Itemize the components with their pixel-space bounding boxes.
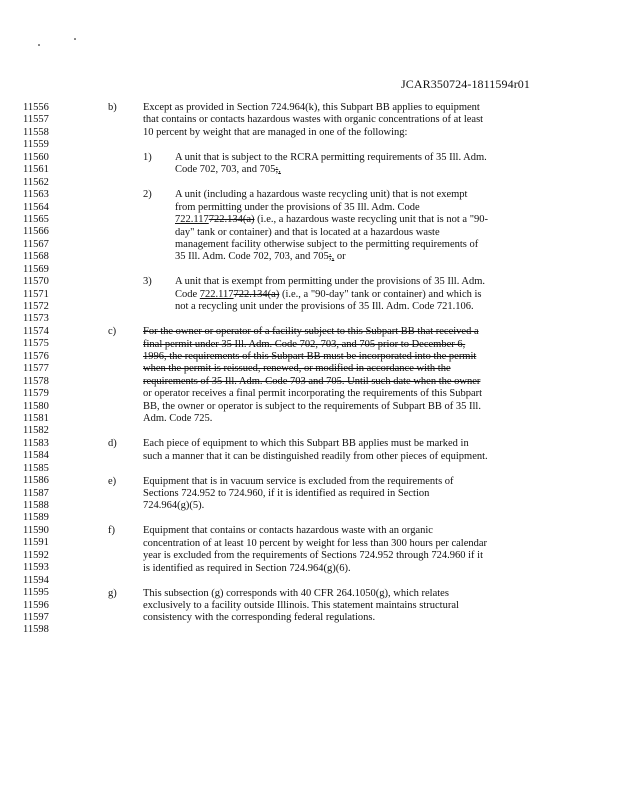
paragraph-text: 724.964(g)(5). (143, 500, 205, 512)
inserted-text: 722.117 (175, 214, 209, 226)
struck-text: 722.134(a) (208, 214, 255, 226)
line-number: 11559 (23, 139, 49, 151)
paragraph-text: Equipment that contains or contacts hazardous waste with an organic (143, 525, 433, 537)
paragraph-text: consistency with the corresponding federal regulations. (143, 612, 376, 624)
line-number: 11582 (23, 425, 49, 437)
paragraph-label: c) (108, 326, 117, 338)
struck-text: final permit under 35 Ill. Adm. Code 702, 703, and 705 prior to December 6, (143, 338, 466, 350)
item-label: 2) (143, 189, 152, 201)
line-number: 11586 (23, 475, 49, 487)
item-text: A unit that is subject to the RCRA permitting requirements of 35 Ill. Adm. (175, 151, 487, 163)
line-number: 11584 (23, 450, 49, 462)
paragraph-text: Sections 724.952 to 724.960, if it is identified as required in Section (143, 487, 430, 499)
line-number: 11583 (23, 437, 49, 449)
paragraph-text: Equipment that is in vacuum service is excluded from the requirements of (143, 475, 454, 487)
line-number: 11566 (23, 226, 49, 238)
line-number: 11597 (23, 611, 49, 623)
item-text (175, 214, 538, 226)
line-number: 11556 (23, 102, 49, 113)
line-number: 11593 (23, 562, 49, 574)
struck-text: ; (328, 251, 332, 263)
line-number: 11570 (23, 276, 49, 288)
text-run: 35 Ill. Adm. Code 702, 703, and 705 (175, 251, 329, 263)
line-number: 11592 (23, 549, 49, 561)
line-number: 11579 (23, 388, 49, 400)
text-run: (i.e., a "90-day" tank or container) and which is (279, 288, 482, 300)
line-numbers-column (23, 102, 63, 637)
paragraph-text: that contains or contacts hazardous wastes with organic concentrations of at least (143, 114, 484, 126)
line-number: 11558 (23, 126, 49, 138)
struck-text: For the owner or operator of a facility subject to this Subpart BB that received a (143, 326, 479, 338)
line-number: 11573 (23, 313, 49, 325)
line-number: 11578 (23, 375, 49, 387)
line-number: 11569 (23, 263, 49, 275)
item-text: day" tank or container) and that is located at a hazardous waste (175, 226, 440, 238)
scan-specks (36, 34, 86, 48)
paragraph-text: or operator receives a final permit incorporating the requirements of this Subpart (143, 388, 483, 400)
paragraph-label: b) (108, 102, 117, 113)
line-number: 11561 (23, 164, 49, 176)
line-number: 11564 (23, 201, 49, 213)
paragraph-text: Adm. Code 725. (143, 413, 213, 425)
struck-text: 722.134(a) (233, 288, 280, 300)
paragraph-text: BB, the owner or operator is subject to the requirements of Subpart BB of 35 Ill. (143, 400, 481, 412)
line-number: 11596 (23, 599, 49, 611)
line-number: 11571 (23, 288, 49, 300)
paragraph-label: g) (108, 587, 117, 599)
speck (38, 44, 40, 46)
paragraph-text: 10 percent by weight that are managed in one of the following: (143, 126, 408, 138)
item-text: A unit (including a hazardous waste recycling unit) that is not exempt (175, 189, 468, 201)
item-text (175, 251, 538, 263)
text-run: Code (175, 288, 200, 300)
item-text: A unit that is exempt from permitting under the provisions of 35 Ill. Adm. (175, 276, 486, 288)
struck-text: requirements of 35 Ill. Adm. Code 703 and 705. Until such date when the owner (143, 375, 481, 387)
line-number: 11580 (23, 400, 49, 412)
text-run: Code 702, 703, and 705 (175, 164, 276, 176)
paragraph-text: year is excluded from the requirements of Sections 724.952 through 724.960 if it (143, 550, 484, 562)
line-number: 11577 (23, 363, 49, 375)
line-number: 11589 (23, 512, 49, 524)
text-run: or (334, 251, 346, 263)
line-number: 11591 (23, 537, 49, 549)
item-text (175, 289, 538, 301)
inserted-text: 722.117 (199, 288, 234, 300)
line-number: 11594 (23, 574, 49, 586)
text-run: (i.e., a hazardous waste recycling unit that is not a "90- (254, 214, 488, 226)
line-number: 11565 (23, 213, 49, 225)
paragraph-text: exclusively to a facility outside Illinois. This statement maintains structural (143, 600, 459, 611)
paragraph-label: e) (108, 475, 117, 487)
item-text (175, 164, 538, 176)
item-text: from permitting under the provisions of 35 Ill. Adm. Code (175, 201, 420, 213)
line-number: 11595 (23, 587, 49, 599)
paragraph-text: Each piece of equipment to which this Subpart BB applies must be marked in (143, 438, 469, 450)
line-number: 11567 (23, 238, 49, 250)
line-number: 11576 (23, 350, 49, 362)
line-number: 11587 (23, 487, 49, 499)
paragraph-label: d) (108, 438, 117, 450)
item-label: 1) (143, 151, 152, 163)
line-number: 11560 (23, 151, 49, 163)
inserted-text: , (331, 251, 335, 263)
paragraph-text: such a manner that it can be distinguished readily from other pieces of equipment. (143, 450, 488, 462)
item-label: 3) (143, 276, 152, 288)
inserted-text: , (278, 164, 281, 176)
line-number: 11574 (23, 325, 49, 337)
paragraph-text: concentration of at least 10 percent by weight for less than 300 hours per calendar (143, 537, 488, 549)
line-number: 11588 (23, 500, 49, 511)
struck-text: when the permit is reissued, renewed, or modified in accordance with the (143, 363, 451, 375)
item-text: management facility otherwise subject to the permitting requirements of (175, 238, 479, 250)
line-number: 11562 (23, 176, 49, 188)
line-number: 11598 (23, 624, 49, 636)
paragraph-text: This subsection (g) corresponds with 40 CFR 264.1050(g), which relates (143, 587, 449, 599)
struck-text: ; (275, 164, 279, 176)
line-number: 11563 (23, 189, 49, 201)
paragraph-text: is identified as required in Section 724.964(g)(6). (143, 562, 351, 574)
line-number: 11575 (23, 338, 49, 350)
line-number: 11585 (23, 462, 49, 474)
line-number: 11557 (23, 114, 49, 126)
line-number: 11590 (23, 524, 49, 536)
line-number: 11572 (23, 301, 49, 312)
item-text: not a recycling unit under the provisions of 35 Ill. Adm. Code 721.106. (175, 301, 474, 313)
paragraph-label: f) (108, 525, 115, 537)
document-id: JCAR350724-1811594r01 (401, 77, 530, 91)
struck-text: 1996, the requirements of this Subpart BB must be incorporated into the permit (143, 351, 477, 362)
paragraph-text: Except as provided in Section 724.964(k), this Subpart BB applies to equipment (143, 102, 480, 113)
line-number: 11581 (23, 412, 49, 424)
line-number: 11568 (23, 251, 49, 263)
speck (74, 38, 76, 40)
